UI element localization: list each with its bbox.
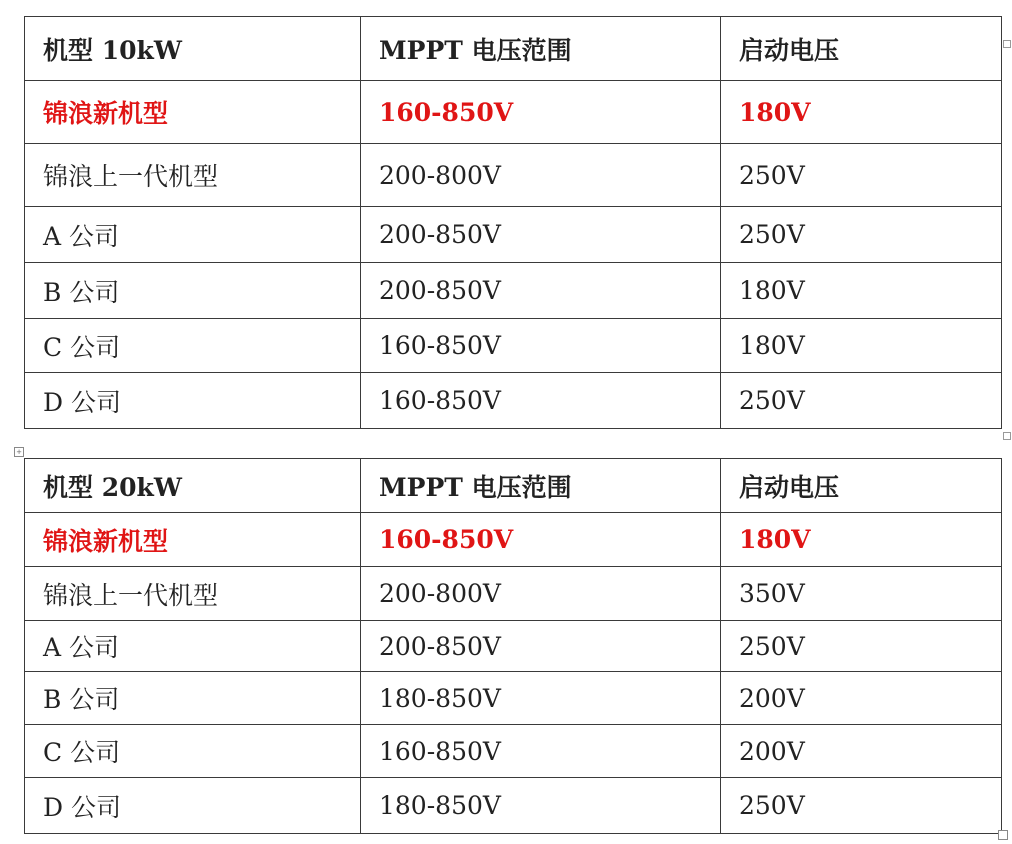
table-row xyxy=(25,207,1002,263)
startup-voltage-cell: 250V xyxy=(721,621,1002,672)
mppt-range-cell: 160-850V xyxy=(361,319,721,373)
mppt-range-cell: 180-850V xyxy=(361,672,721,725)
mppt-range-cell: 160-850V xyxy=(361,725,721,778)
header-cell-model: 机型 10kW xyxy=(25,17,361,81)
startup-voltage-cell: 250V xyxy=(721,778,1002,834)
mppt-range-cell: 180-850V xyxy=(361,778,721,834)
table-row xyxy=(25,621,1002,672)
startup-voltage-cell: 180V xyxy=(721,513,1002,567)
table-row xyxy=(25,319,1002,373)
mppt-range-cell: 200-800V xyxy=(361,144,721,207)
model-cell: 锦浪上一代机型 xyxy=(25,567,361,621)
mppt-range-cell: 160-850V xyxy=(361,373,721,429)
table-row xyxy=(25,81,1002,144)
header-cell-startup: 启动电压 xyxy=(721,459,1002,513)
model-cell: D 公司 xyxy=(25,373,361,429)
mppt-range-cell: 160-850V xyxy=(361,513,721,567)
startup-voltage-cell: 200V xyxy=(721,725,1002,778)
model-cell: D 公司 xyxy=(25,778,361,834)
mppt-range-cell: 200-850V xyxy=(361,263,721,319)
mppt-range-cell: 200-850V xyxy=(361,207,721,263)
startup-voltage-cell: 250V xyxy=(721,373,1002,429)
move-handle-icon[interactable]: + xyxy=(14,447,24,457)
resize-handle-icon[interactable] xyxy=(998,830,1008,840)
model-cell: 锦浪新机型 xyxy=(25,513,361,567)
startup-voltage-cell: 200V xyxy=(721,672,1002,725)
table-row xyxy=(25,263,1002,319)
model-cell: A 公司 xyxy=(25,207,361,263)
mppt-range-cell: 200-800V xyxy=(361,567,721,621)
model-cell: C 公司 xyxy=(25,319,361,373)
table-row xyxy=(25,144,1002,207)
cell-end-marker-icon xyxy=(1003,432,1011,440)
model-cell: C 公司 xyxy=(25,725,361,778)
startup-voltage-cell: 180V xyxy=(721,319,1002,373)
spec-table-10kw xyxy=(24,16,1002,429)
table-row xyxy=(25,513,1002,567)
header-cell-mppt: MPPT 电压范围 xyxy=(361,459,721,513)
table-header-row xyxy=(25,17,1002,81)
mppt-range-cell: 160-850V xyxy=(361,81,721,144)
table-row xyxy=(25,567,1002,621)
model-cell: B 公司 xyxy=(25,672,361,725)
model-cell: A 公司 xyxy=(25,621,361,672)
startup-voltage-cell: 350V xyxy=(721,567,1002,621)
model-cell: B 公司 xyxy=(25,263,361,319)
table-row xyxy=(25,725,1002,778)
table-row xyxy=(25,672,1002,725)
table-row xyxy=(25,373,1002,429)
model-cell: 锦浪新机型 xyxy=(25,81,361,144)
model-cell: 锦浪上一代机型 xyxy=(25,144,361,207)
startup-voltage-cell: 180V xyxy=(721,263,1002,319)
startup-voltage-cell: 250V xyxy=(721,144,1002,207)
startup-voltage-cell: 180V xyxy=(721,81,1002,144)
spec-table-20kw xyxy=(24,458,1002,834)
table-header-row xyxy=(25,459,1002,513)
table-row xyxy=(25,778,1002,834)
header-cell-startup: 启动电压 xyxy=(721,17,1002,81)
header-cell-model: 机型 20kW xyxy=(25,459,361,513)
startup-voltage-cell: 250V xyxy=(721,207,1002,263)
mppt-range-cell: 200-850V xyxy=(361,621,721,672)
header-cell-mppt: MPPT 电压范围 xyxy=(361,17,721,81)
cell-end-marker-icon xyxy=(1003,40,1011,48)
